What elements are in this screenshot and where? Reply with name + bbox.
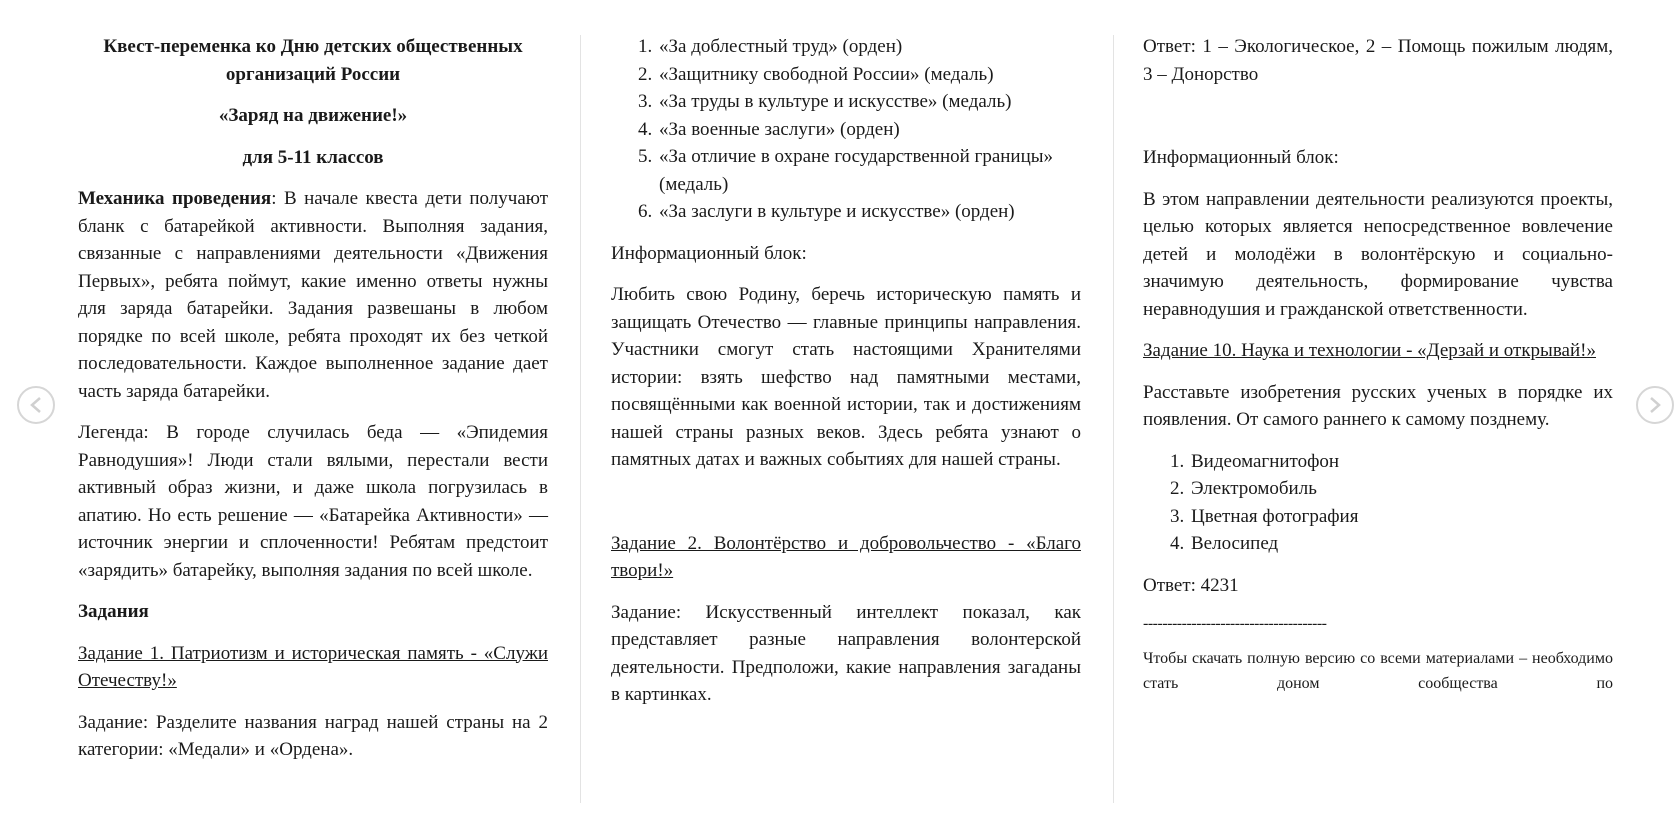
task-10-answer: Ответ: 4231 — [1143, 574, 1239, 596]
document-title: Квест-переменка ко Дню детских общественных организаций России — [103, 36, 523, 85]
inventions-list — [1143, 448, 1613, 558]
next-page-button[interactable] — [1636, 386, 1674, 424]
legend-paragraph: Легенда: В городе случилась беда — «Эпидемия Равнодушия»! Люди стали вялыми, перестали вести активный образ жизни, и даже школа погрузилась в апатию. Но есть решение — «Батарейка Активности» — источник энергии и сплоченности! Ребятам предстоит «зарядить» батарейку, выполняя задания по всей школе. — [78, 422, 548, 581]
previous-page-button[interactable] — [17, 386, 55, 424]
list-item: 4. Велосипед — [1189, 530, 1613, 558]
task-2-title: Задание 2. Волонтёрство и добровольчество - «Благо твори!» — [611, 532, 1081, 581]
task-1-text: Задание: Разделите названия наград нашей страны на 2 категории: «Медали» и «Ордена». — [78, 711, 548, 760]
tasks-heading: Задания — [78, 601, 149, 622]
quest-name: «Заряд на движение!» — [218, 105, 408, 126]
page-column-2 — [611, 33, 1081, 723]
column-divider — [580, 35, 581, 803]
list-item: 3. Цветная фотография — [1189, 503, 1613, 531]
info-block-label: Информационный блок: — [1143, 147, 1339, 168]
info-block-label: Информационный блок: — [611, 242, 807, 264]
task-2-text: Задание: Искусственный интеллект показал, как представляет разные направления волонтерской деятельности. Предположи, какие направления загаданы в картинках. — [611, 601, 1081, 705]
chevron-right-icon — [1648, 397, 1662, 413]
page-column-3 — [1143, 33, 1613, 696]
page-column-1 — [78, 33, 548, 778]
download-notice: Чтобы скачать полную версию со всеми материалами – необходимо стать доном сообщества по — [1143, 650, 1613, 692]
mechanics-label: Механика проведения — [78, 188, 272, 209]
list-item: 6. «За заслуги в культуре и искусстве» (орден) — [657, 198, 1081, 226]
list-item: 1. «За доблестный труд» (орден) — [657, 33, 1081, 61]
list-item: 2. «Защитнику свободной России» (медаль) — [657, 61, 1081, 89]
grades-subtitle: для 5-11 классов — [242, 146, 384, 168]
list-item: 1. Видеомагнитофон — [1189, 448, 1613, 476]
column-divider — [1113, 35, 1114, 803]
mechanics-paragraph — [78, 185, 548, 405]
list-item: 4. «За военные заслуги» (орден) — [657, 116, 1081, 144]
task-10-title: Задание 10. Наука и технологии - «Дерзай и открывай!» — [1143, 340, 1596, 361]
info-block-text: Любить свою Родину, беречь историческую память и защищать Отечество — главные принципы направления. Участники смогут стать настоящими Хранителями истории: взять шефство над памятными местами, посвящёнными как военной истории, так и достижениям нашей страны разных веков. Здесь ребята узнают о памятных датах и важных событиях для нашей страны. — [611, 284, 1081, 470]
awards-list — [611, 33, 1081, 226]
task-1-title: Задание 1. Патриотизм и историческая память - «Служи Отечеству!» — [78, 642, 548, 691]
chevron-left-icon — [29, 397, 43, 413]
task-10-text: Расставьте изобретения русских ученых в порядке их появления. От самого раннего к самому позднему. — [1143, 381, 1613, 430]
list-item: 5. «За отличие в охране государственной границы» (медаль) — [657, 143, 1081, 198]
separator-dashes: -------------------------------------- — [1143, 615, 1327, 632]
list-item: 3. «За труды в культуре и искусстве» (медаль) — [657, 88, 1081, 116]
mechanics-text: : В начале квеста дети получают бланк с батарейкой активности. Выполняя задания, связанные с направлениями деятельности «Движения Первых», ребята поймут, какие именно ответы нужны для заряда батарейки. Задания развешаны в любом порядке по всей школе, ребята проходят их без четкой последовательности. Каждое выполненное задание дает часть заряда батарейки. — [78, 188, 549, 402]
list-item: 2. Электромобиль — [1189, 475, 1613, 503]
info-block-text: В этом направлении деятельности реализуются проекты, целью которых является непосредственное вовлечение детей и молодёжи в волонтёрскую и социально-значимую деятельность, формирование чувства неравнодушия и гражданской ответственности. — [1143, 188, 1613, 320]
task-2-answer: Ответ: 1 – Экологическое, 2 – Помощь пожилым людям, 3 – Донорство — [1143, 36, 1613, 85]
